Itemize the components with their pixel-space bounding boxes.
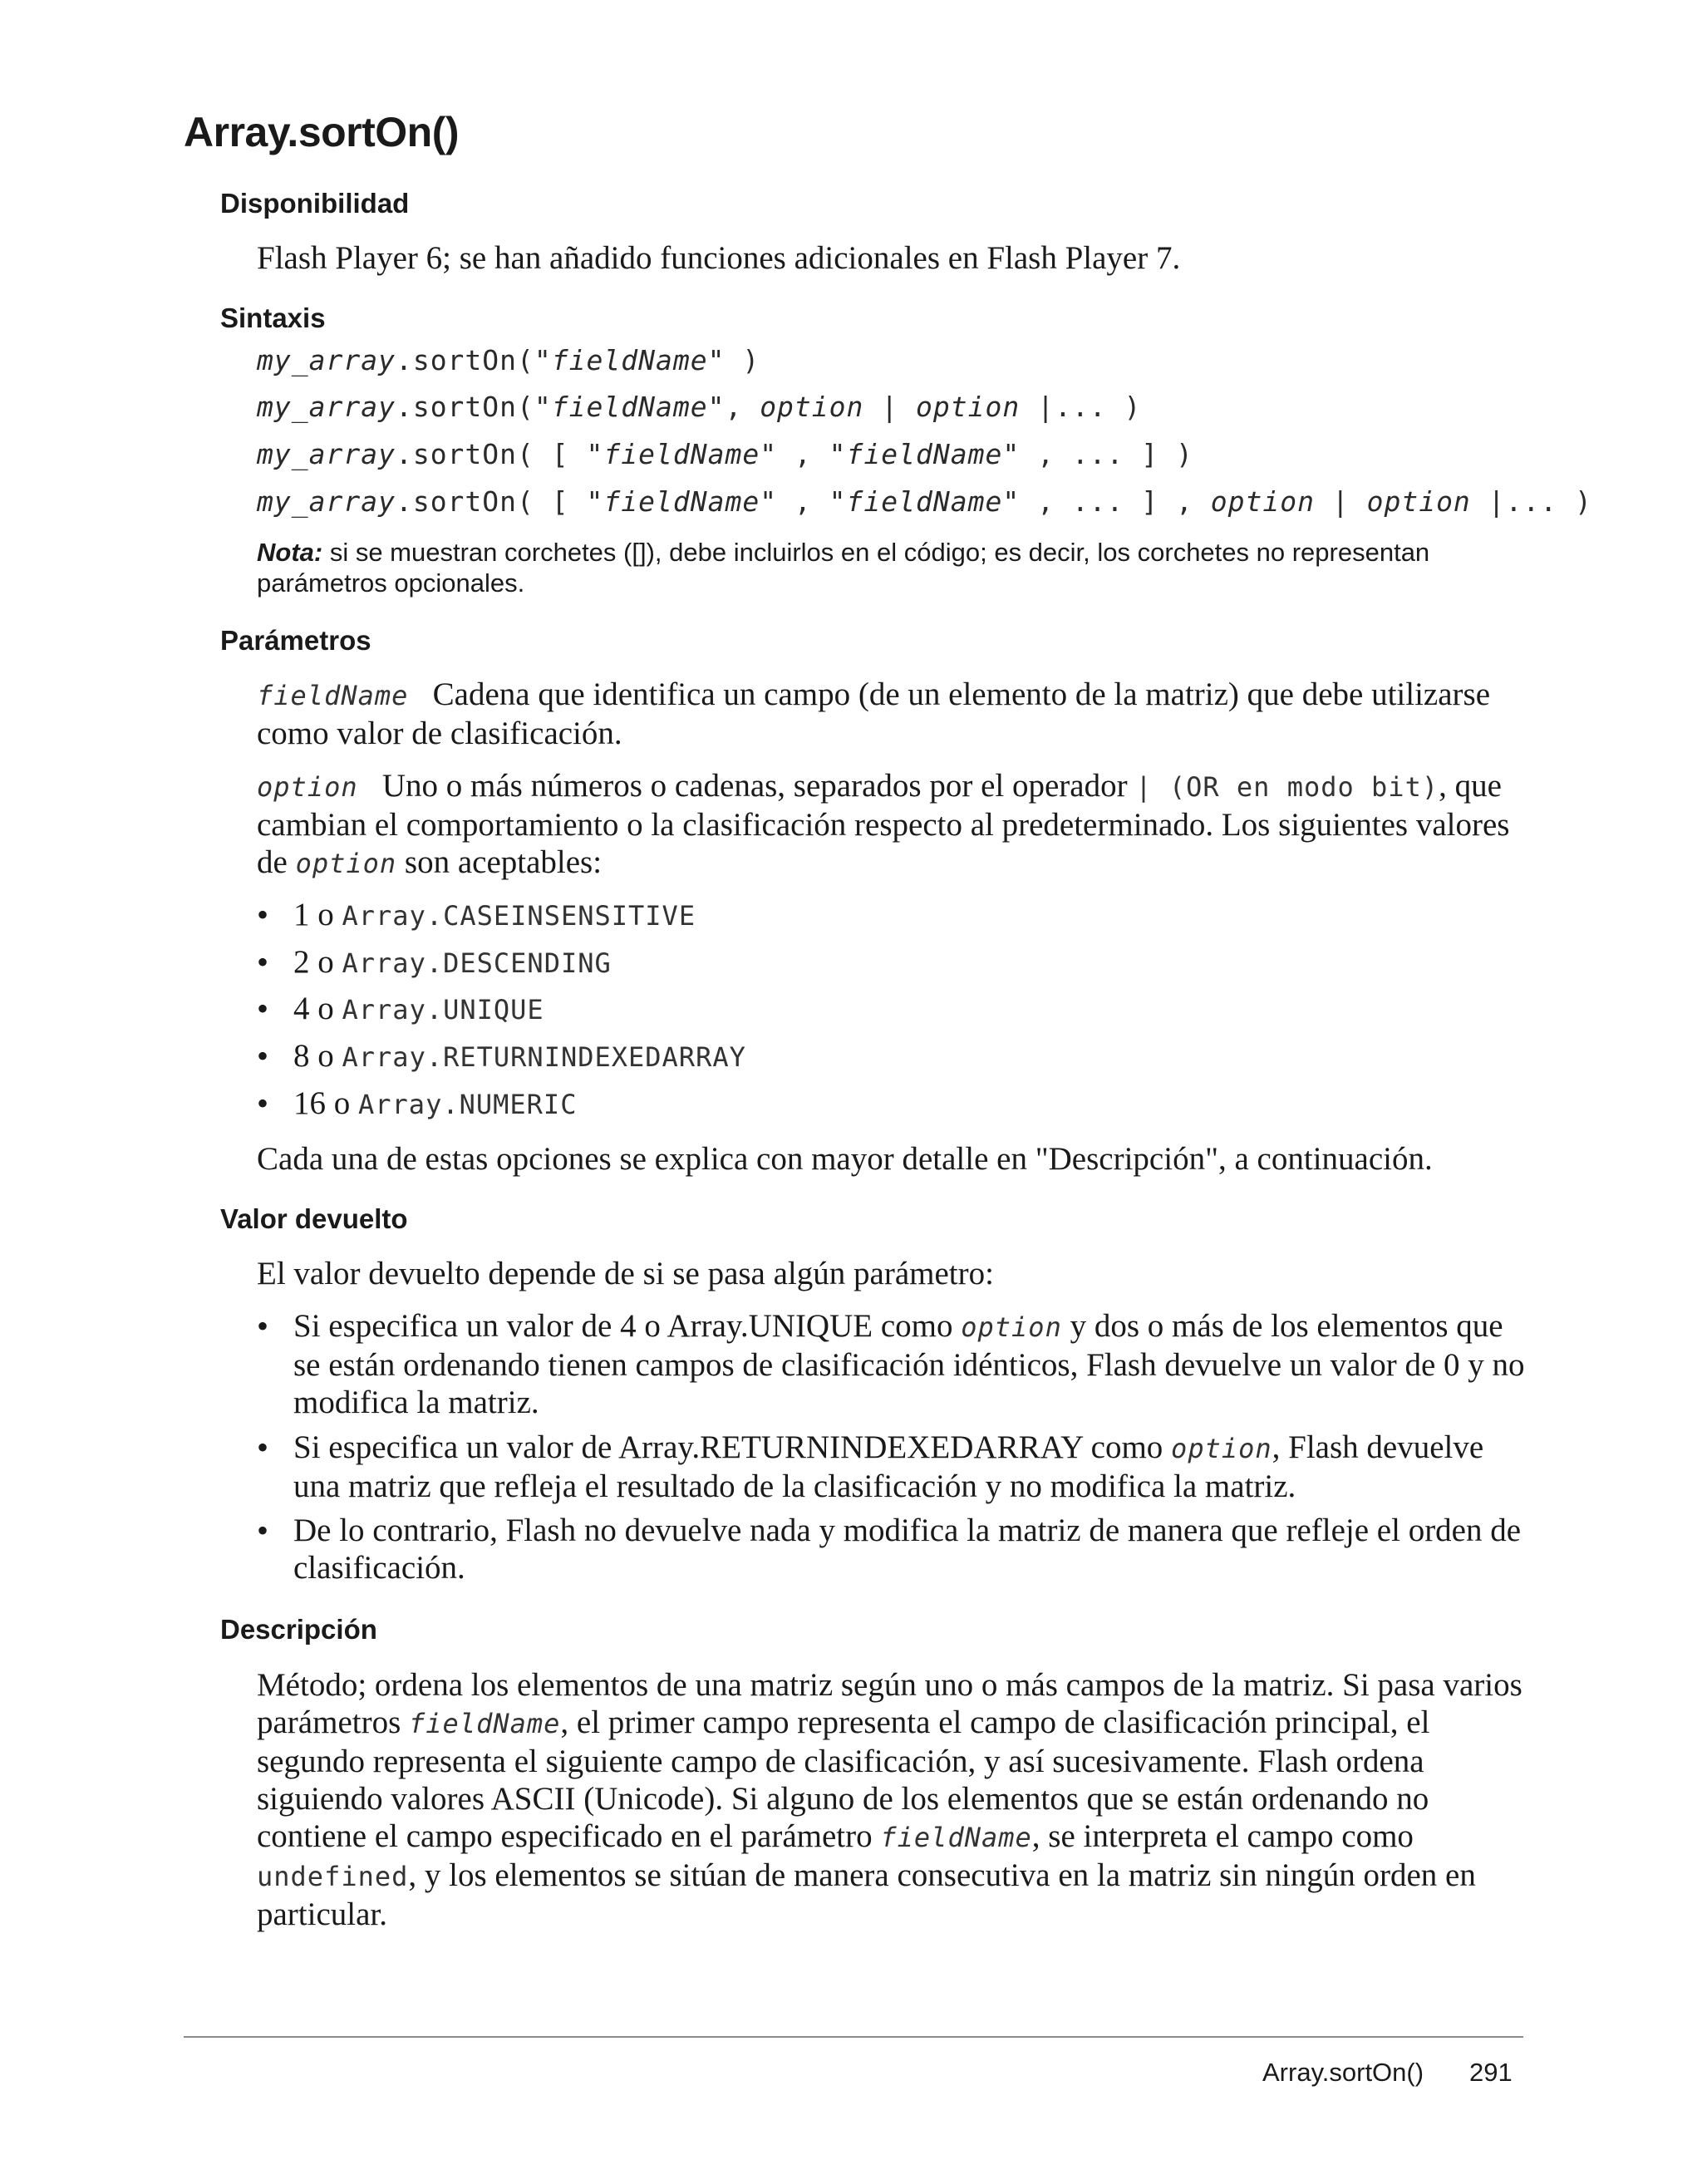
description-code: fieldName — [880, 1822, 1032, 1853]
syntax-arg: fieldName — [603, 485, 760, 518]
list-item — [257, 990, 1528, 1029]
syntax-end: |... ) — [1020, 391, 1142, 423]
syntax-line-2 — [257, 391, 1141, 423]
option-constant: Array.DESCENDING — [342, 947, 612, 979]
list-item — [257, 943, 1528, 982]
returns-code: option — [1171, 1433, 1272, 1464]
syntax-object: my_array — [257, 438, 396, 470]
option-number: 8 o — [293, 1038, 342, 1074]
syntax-option: option — [1366, 485, 1471, 518]
syntax-option: option — [1210, 485, 1315, 518]
syntax-mid: " , ... ] , — [1002, 485, 1211, 518]
param-code: | (OR en modo bit) — [1135, 771, 1439, 803]
note-label: Nota: — [257, 538, 323, 567]
param-description: Uno o más números o cadenas, separados por el operador — [381, 768, 1136, 804]
returns-text: Si especifica un valor de Array.RETURNINDEXEDARRAY como — [293, 1429, 1172, 1465]
param-description: Cadena que identifica un campo (de un elemento de la matriz) que debe utilizarse como valor de clasificación. — [257, 676, 1491, 751]
returns-text: , Flash devuelve una matriz que refleja el resultado de la clasificación y no modifica la matriz. — [293, 1429, 1484, 1504]
syntax-arg: fieldName — [846, 485, 1003, 518]
returns-text: De lo contrario, Flash no devuelve nada y modifica la matriz de manera que refleje el orden de clasificación. — [293, 1513, 1522, 1586]
syntax-mid: " , " — [760, 438, 847, 470]
syntax-object: my_array — [257, 344, 396, 376]
footer-divider — [184, 2036, 1523, 2038]
option-constant: Array.NUMERIC — [358, 1089, 578, 1120]
syntax-rest: ", — [707, 391, 760, 423]
syntax-arg: fieldName — [551, 391, 708, 423]
syntax-line-1 — [257, 344, 760, 376]
syntax-call: .sortOn(" — [395, 344, 552, 376]
syntax-separator: | — [863, 391, 917, 423]
option-number: 16 o — [293, 1085, 358, 1121]
note-text: si se muestran corchetes ([]), debe incluirlos en el código; es decir, los corchetes no representan parámetros opcionales. — [257, 538, 1430, 598]
bullet-icon: • — [257, 1085, 269, 1122]
option-number: 4 o — [293, 991, 342, 1026]
availability-heading: Disponibilidad — [220, 188, 410, 219]
availability-text: Flash Player 6; se han añadido funciones adicionales en Flash Player 7. — [257, 240, 1181, 276]
syntax-arg: fieldName — [846, 438, 1003, 470]
list-item — [257, 1307, 1528, 1421]
option-constant: Array.CASEINSENSITIVE — [342, 900, 696, 932]
page-title: Array.sortOn() — [184, 109, 460, 155]
description-run: , el primer campo representa el campo de clasificación principal, el segundo representa el siguiente campo de clasificación, y así sucesivamente. Flash ordena siguiendo valores ASCII (Unicode). Si alguno de los elementos que se están ordenando no contiene el campo especificado en el parámetro — [257, 1704, 1430, 1854]
syntax-call: .sortOn(" — [395, 391, 552, 423]
param-code: option — [295, 848, 397, 879]
param-description: , que cambian el comportamiento o la clasificación respecto al predeterminado. Los siguientes valores de — [257, 768, 1510, 880]
option-number: 2 o — [293, 944, 342, 980]
option-number: 1 o — [293, 897, 342, 932]
param-name: option — [257, 771, 358, 803]
syntax-line-4 — [257, 485, 1592, 518]
footer-label: Array.sortOn() — [1262, 2058, 1424, 2087]
list-item — [257, 1037, 1528, 1076]
bullet-icon: • — [257, 943, 269, 981]
returns-intro: El valor devuelto depende de si se pasa algún parámetro: — [257, 1256, 994, 1291]
syntax-option: option — [916, 391, 1021, 423]
syntax-call: .sortOn( [ " — [395, 485, 604, 518]
bullet-icon: • — [257, 1512, 269, 1549]
option-constant: Array.RETURNINDEXEDARRAY — [342, 1041, 746, 1073]
syntax-end: " , ... ] ) — [1002, 438, 1193, 470]
syntax-note — [257, 537, 1503, 598]
description-run: , se interpreta el campo como — [1031, 1818, 1414, 1854]
returns-code: option — [961, 1311, 1062, 1343]
list-item — [257, 1429, 1528, 1505]
syntax-end: |... ) — [1470, 485, 1592, 518]
description-heading: Descripción — [220, 1614, 377, 1645]
description-run: , y los elementos se sitúan de manera consecutiva en la matriz sin ningún orden en particular. — [257, 1857, 1476, 1932]
description-run: Método; ordena los elementos de una matriz según uno o más campos de la matriz. Si pasa varios parámetros — [257, 1667, 1522, 1740]
syntax-separator: | — [1314, 485, 1367, 518]
bullet-icon: • — [257, 896, 269, 933]
list-item — [257, 1512, 1528, 1586]
option-constant: Array.UNIQUE — [342, 994, 544, 1026]
returns-text: y dos o más de los elementos que se están ordenando tienen campos de clasificación idénticos, Flash devuelve un valor de 0 y no modifica la matriz. — [293, 1308, 1525, 1420]
syntax-mid: " , " — [760, 485, 847, 518]
bullet-icon: • — [257, 1307, 269, 1345]
syntax-line-3 — [257, 438, 1193, 470]
syntax-object: my_array — [257, 485, 396, 518]
syntax-rest: " ) — [707, 344, 760, 376]
syntax-call: .sortOn( [ " — [395, 438, 604, 470]
list-item — [257, 896, 1528, 935]
list-item — [257, 1085, 1528, 1124]
param-fieldname — [257, 676, 1528, 752]
parameters-heading: Parámetros — [220, 625, 371, 656]
bullet-icon: • — [257, 990, 269, 1027]
description-code: undefined — [257, 1861, 409, 1892]
param-option — [257, 767, 1528, 883]
returns-text: Si especifica un valor de 4 o Array.UNIQUE como — [293, 1308, 962, 1344]
page-number: 291 — [1469, 2058, 1513, 2087]
options-note: Cada una de estas opciones se explica con mayor detalle en "Descripción", a continuación. — [257, 1141, 1433, 1177]
param-description: son aceptables: — [396, 844, 603, 880]
description-code: fieldName — [409, 1708, 561, 1739]
param-name: fieldName — [257, 680, 409, 711]
syntax-object: my_array — [257, 391, 396, 423]
description-text — [257, 1666, 1528, 1933]
syntax-arg: fieldName — [603, 438, 760, 470]
bullet-icon: • — [257, 1429, 269, 1466]
bullet-icon: • — [257, 1037, 269, 1075]
syntax-heading: Sintaxis — [220, 303, 326, 333]
syntax-arg: fieldName — [551, 344, 708, 376]
returns-heading: Valor devuelto — [220, 1203, 408, 1234]
syntax-option: option — [760, 391, 864, 423]
